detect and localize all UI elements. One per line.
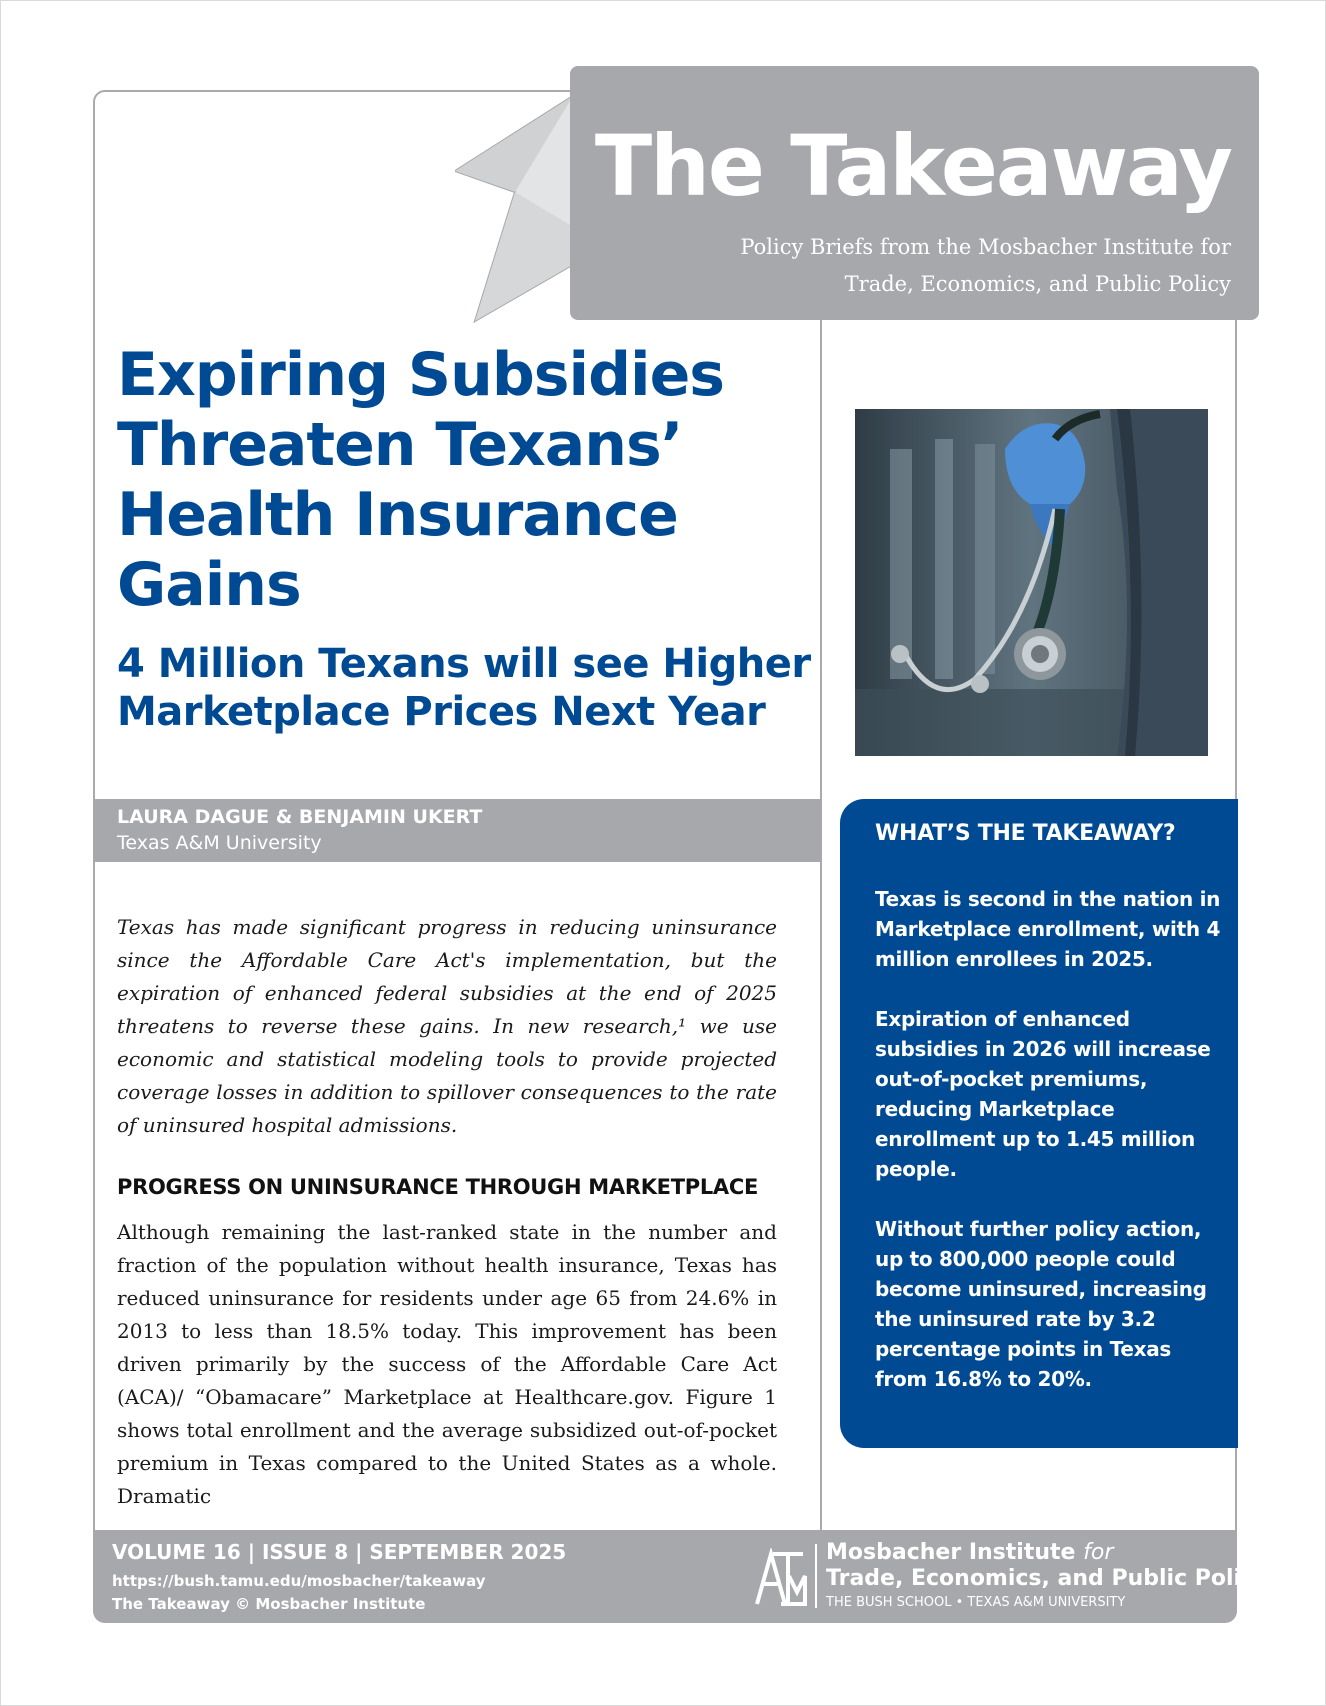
footer-copyright: The Takeaway © Mosbacher Institute xyxy=(112,1595,426,1613)
institute-line-3: THE BUSH SCHOOL • TEXAS A&M UNIVERSITY xyxy=(826,1595,1126,1610)
institute-name xyxy=(826,1540,1113,1565)
takeaway-heading: WHAT’S THE TAKEAWAY? xyxy=(875,821,1176,846)
brand-banner xyxy=(570,66,1259,320)
article-subtitle: 4 Million Texans will see Higher Marketplace Prices Next Year xyxy=(117,641,811,735)
column-divider xyxy=(820,320,822,1530)
footer xyxy=(93,1530,1269,1623)
takeaway-point: Without further policy action, up to 800,000 people could become uninsured, increasing the uninsured rate by 3.2 percentage points in Texas from 16.8% to 20%. xyxy=(875,1217,1207,1391)
takeaway-point: Expiration of enhanced subsidies in 2026 will increase out-of-pocket premiums, reducing Marketplace enrollment up to 1.45 million people. xyxy=(875,1007,1211,1181)
footer-divider xyxy=(815,1544,817,1608)
footer-url[interactable]: https://bush.tamu.edu/mosbacher/takeaway xyxy=(112,1572,486,1590)
author-bar xyxy=(93,799,821,862)
takeaway-point: Texas is second in the nation in Marketplace enrollment, with 4 million enrollees in 2025. xyxy=(875,887,1221,971)
institute-for: for xyxy=(1083,1540,1114,1565)
brand-title: The Takeaway xyxy=(594,117,1231,215)
stethoscope-photo xyxy=(855,409,1208,756)
institute-name-text: Mosbacher Institute xyxy=(826,1540,1076,1565)
section-body: Although remaining the last-ranked state in the number and fraction of the population without health insurance, Texas has reduced uninsurance for residents under age 65 from 24.6% in 2013 to less than 18.5% today. This improvement has been driven primarily by the success of the Affordable Care Act (ACA)/ “Obamacare” Marketplace at Healthcare.gov. Figure 1 shows total enrollment and the average subsidized out-of-pocket premium in Texas compared to the United States as a whole. Dramatic xyxy=(117,1220,777,1508)
brand-subtitle: Policy Briefs from the Mosbacher Institute for Trade, Economics, and Public Policy xyxy=(740,235,1231,296)
atm-logo-icon xyxy=(753,1548,807,1608)
institute-line-2: Trade, Economics, and Public Policy xyxy=(826,1566,1269,1591)
section-heading: PROGRESS ON UNINSURANCE THROUGH MARKETPLACE xyxy=(117,1175,759,1199)
abstract: Texas has made significant progress in reducing uninsurance since the Affordable Care Act's implementation, but the expiration of enhanced federal subsidies at the end of 2025 threatens to reverse these gains. In new research,¹ we use economic and statistical modeling tools to provide projected coverage losses in addition to spillover consequences to the rate of uninsured hospital admissions. xyxy=(117,915,777,1137)
author-names: LAURA DAGUE & BENJAMIN UKERT xyxy=(117,806,483,828)
volume-line: VOLUME 16 | ISSUE 8 | SEPTEMBER 2025 xyxy=(112,1540,567,1564)
article-title: Expiring Subsidies Threaten Texans’ Health Insurance Gains xyxy=(117,340,724,620)
author-affiliation: Texas A&M University xyxy=(117,832,322,854)
takeaway-box xyxy=(840,799,1238,1448)
